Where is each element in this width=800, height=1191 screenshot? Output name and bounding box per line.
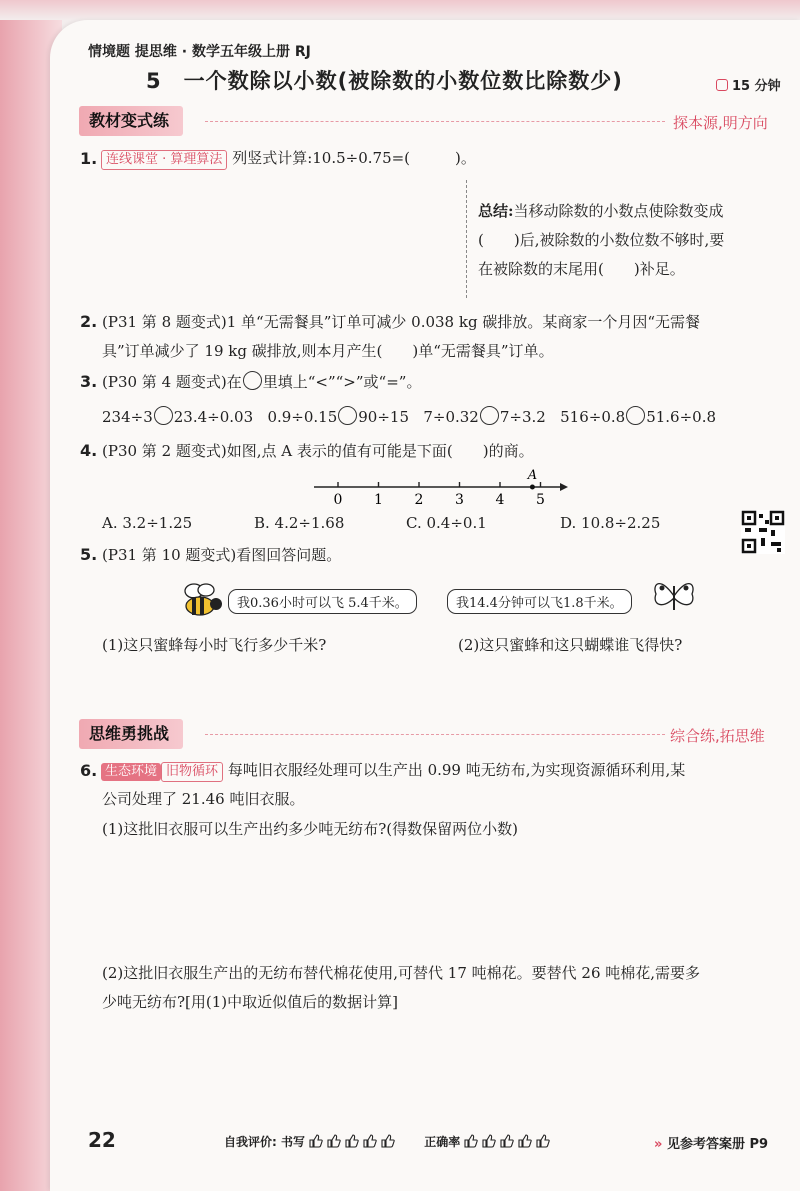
butterfly-icon [650, 574, 698, 618]
q6-sub2-line1: (2)这批旧衣服生产出的无纺布替代棉花使用,可替代 17 吨棉花。要替代 26 吨棉花,需要多 [102, 964, 701, 982]
q6-sub2-line2: 少吨无纺布?[用(1)中取近似值后的数据计算] [102, 993, 398, 1011]
thumbs-up-icon[interactable] [482, 1134, 496, 1148]
question-number: 3. [80, 372, 98, 391]
option-d[interactable]: D. 10.8÷2.25 [560, 514, 661, 532]
point-a-label: A [527, 468, 538, 483]
bee-speech-bubble: 我0.36小时可以飞 5.4千米。 [228, 589, 417, 614]
option-a[interactable]: A. 3.2÷1.25 [102, 514, 193, 532]
number-line-tick-label: 0 [333, 492, 343, 508]
compare-circle-icon [243, 371, 262, 390]
answer-reference: » 见参考答案册 P9 [654, 1137, 769, 1152]
clock-icon [716, 79, 728, 91]
q1-summary-line1: 总结:当移动除数的小数点使除数变成 [478, 202, 724, 220]
bee-icon [180, 582, 226, 620]
q3-intro: (P30 第 4 题变式)在 里填上“<”“>”或“=”。 [102, 373, 422, 391]
q6-line2: 公司处理了 21.46 吨旧衣服。 [102, 790, 305, 808]
series-header: 情境题 提思维 · 数学五年级上册 RJ [88, 44, 311, 60]
answer-circle[interactable] [480, 406, 499, 425]
butterfly-speech-bubble: 我14.4分钟可以飞1.8千米。 [447, 589, 632, 614]
thumbs-up-icon[interactable] [536, 1134, 550, 1148]
timer-label: 15 分钟 [732, 79, 781, 94]
q5-sub2: (2)这只蜜蜂和这只蝴蝶谁飞得快? [458, 636, 683, 654]
page-number: 22 [88, 1128, 116, 1152]
answer-circle[interactable] [338, 406, 357, 425]
q6-line1: 生态环境 旧物循环 每吨旧衣服经处理可以生产出 0.99 吨无纺布,为实现资源循环利用,某 [101, 759, 685, 782]
lesson-title: 5 一个数除以小数(被除数的小数位数比除数少) [146, 69, 623, 93]
thumbs-up-icon[interactable] [518, 1134, 532, 1148]
answer-circle[interactable] [626, 406, 645, 425]
summary-label: 总结: [478, 202, 514, 220]
section-divider [205, 734, 665, 735]
q1-text: 列竖式计算:10.5÷0.75=( )。 [232, 149, 476, 167]
q5-sub1: (1)这只蜜蜂每小时飞行多少千米? [102, 636, 327, 654]
q2-line2: 具”订单减少了 19 kg 碳排放,则本月产生( )单“无需餐具”订单。 [102, 342, 554, 360]
question-number: 2. [80, 312, 98, 331]
thumbs-up-icon[interactable] [363, 1134, 377, 1148]
thumbs-up-icon[interactable] [327, 1134, 341, 1148]
number-line-tick-label: 4 [495, 492, 505, 508]
double-chevron-icon: » [654, 1137, 663, 1152]
number-line-arrow [560, 483, 568, 491]
answer-circle[interactable] [154, 406, 173, 425]
self-evaluation: 自我评价: 书写 正确率 [224, 1133, 554, 1150]
q1-summary-line3: 在被除数的末尾用( )补足。 [478, 260, 685, 278]
section-tag: 探本源,明方向 [673, 114, 768, 132]
section-heading-challenge: 思维勇挑战 [79, 719, 183, 749]
section-tag: 综合练,拓思维 [670, 727, 765, 745]
q1-summary-line2: ( )后,被除数的小数位数不够时,要 [478, 231, 725, 249]
section-divider [205, 121, 665, 122]
number-line-tick-label: 3 [455, 492, 464, 508]
option-c[interactable]: C. 0.4÷0.1 [406, 514, 487, 532]
q3-items: 234÷3 23.4÷0.03 0.9÷0.15 90÷15 7÷0.32 7÷3.2 516÷0.8 51.6÷0.8 [102, 408, 717, 426]
point-a-marker [530, 485, 535, 490]
page-top-band [0, 0, 800, 20]
option-b[interactable]: B. 4.2÷1.68 [254, 514, 345, 532]
q2-line1: (P31 第 8 题变式)1 单“无需餐具”订单可减少 0.038 kg 碳排放。某商家一个月因“无需餐 [102, 313, 700, 331]
thumbs-up-icon[interactable] [309, 1134, 323, 1148]
question-1 [101, 147, 476, 170]
question-number: 6. [80, 761, 98, 780]
qr-code-icon [741, 510, 785, 554]
thumbs-up-icon[interactable] [464, 1134, 478, 1148]
answer-divider [466, 180, 467, 298]
q5-text: (P31 第 10 题变式)看图回答问题。 [102, 546, 342, 564]
question-number: 5. [80, 545, 98, 564]
thumbs-up-icon[interactable] [500, 1134, 514, 1148]
number-line-tick-label: 5 [536, 492, 545, 508]
question-number: 1. [80, 149, 98, 168]
thumbs-up-icon[interactable] [381, 1134, 395, 1148]
q6-sub1: (1)这批旧衣服可以生产出约多少吨无纺布?(得数保留两位小数) [102, 820, 518, 838]
q6-topic-tag: 生态环境 [101, 763, 161, 781]
number-line [310, 466, 570, 508]
question-number: 4. [80, 441, 98, 460]
timer [716, 75, 781, 94]
thumbs-up-icon[interactable] [345, 1134, 359, 1148]
q6-topic-tag-2: 旧物循环 [161, 762, 223, 782]
q4-text: (P30 第 2 题变式)如图,点 A 表示的值有可能是下面( )的商。 [102, 442, 534, 460]
number-line-tick-label: 2 [414, 492, 424, 508]
section-heading-practice: 教材变式练 [79, 106, 183, 136]
number-line-tick-label: 1 [374, 492, 383, 508]
q1-topic-tag: 连线课堂 · 算理算法 [101, 150, 227, 170]
